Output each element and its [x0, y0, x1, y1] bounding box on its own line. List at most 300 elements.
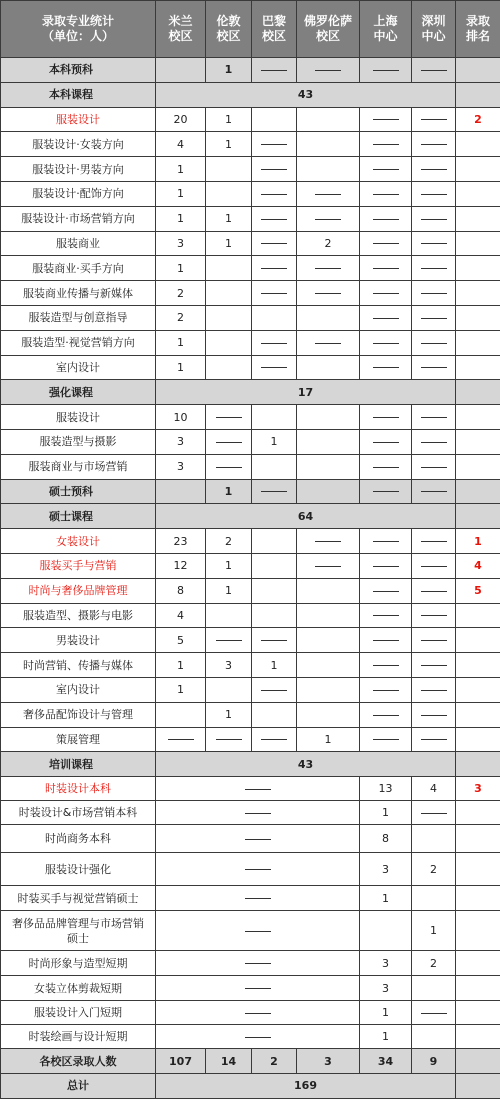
grand-total-row [1, 1073, 500, 1098]
dash-mark [421, 343, 447, 344]
row-label: 本科预科 [1, 58, 156, 83]
dash-mark [245, 931, 271, 932]
florence-cell [297, 181, 360, 206]
dash-mark [245, 869, 271, 870]
merged-campus-cell [156, 1025, 360, 1049]
rank-cell [456, 853, 500, 886]
london-cell: 1 [206, 578, 252, 603]
milan-cell: 5 [156, 628, 206, 653]
program-name: 奢侈品配饰设计与管理 [1, 702, 156, 727]
shenzhen-cell [412, 702, 456, 727]
dash-mark [216, 739, 242, 740]
section-row [1, 82, 500, 107]
program-name: 服装商业·买手方向 [1, 256, 156, 281]
milan-cell: 3 [156, 454, 206, 479]
table-row [1, 677, 500, 702]
dash-mark [421, 541, 447, 542]
program-name: 时装绘画与设计短期 [1, 1025, 156, 1049]
shenzhen-cell [412, 553, 456, 578]
table-row [1, 951, 500, 976]
paris-cell [252, 181, 297, 206]
rank-cell [456, 653, 500, 678]
dash-mark [315, 541, 341, 542]
dash-mark [261, 70, 287, 71]
program-name: 时尚营销、传播与媒体 [1, 653, 156, 678]
dash-mark [373, 615, 399, 616]
london-cell: 1 [206, 132, 252, 157]
rank-cell [456, 801, 500, 825]
milan-cell: 3 [156, 429, 206, 454]
dash-mark [261, 169, 287, 170]
shenzhen-cell [412, 976, 456, 1001]
milan-cell: 1 [156, 355, 206, 380]
milan-cell: 1 [156, 677, 206, 702]
shenzhen-cell [412, 132, 456, 157]
shenzhen-cell [412, 628, 456, 653]
dash-mark [261, 640, 287, 641]
grand-total-label: 总计 [1, 1073, 156, 1098]
shenzhen-cell [412, 801, 456, 825]
dash-mark [373, 119, 399, 120]
london-cell: 1 [206, 553, 252, 578]
shanghai-cell: 1 [360, 1025, 412, 1049]
section-row [1, 58, 500, 83]
milan-cell: 1 [156, 653, 206, 678]
section-row [1, 479, 500, 504]
milan-cell: 1 [156, 330, 206, 355]
shanghai-cell [360, 58, 412, 83]
rank-cell: 3 [456, 777, 500, 801]
rank-cell [456, 976, 500, 1001]
table-row [1, 603, 500, 628]
florence-cell [297, 603, 360, 628]
merged-campus-cell [156, 886, 360, 911]
shanghai-cell [360, 603, 412, 628]
program-name: 服装商业 [1, 231, 156, 256]
paris-cell [252, 529, 297, 554]
program-name: 服装设计·男装方向 [1, 157, 156, 182]
florence-cell: 3 [297, 1049, 360, 1074]
dash-mark [216, 640, 242, 641]
shenzhen-cell: 1 [412, 911, 456, 951]
table-row [1, 1001, 500, 1025]
shanghai-cell: 1 [360, 886, 412, 911]
shenzhen-cell [412, 157, 456, 182]
dash-mark [373, 591, 399, 592]
shenzhen-cell [412, 578, 456, 603]
florence-cell [297, 206, 360, 231]
dash-mark [261, 690, 287, 691]
shanghai-cell [360, 256, 412, 281]
shenzhen-cell: 2 [412, 853, 456, 886]
shenzhen-cell [412, 305, 456, 330]
florence-cell [297, 58, 360, 83]
paris-cell [252, 628, 297, 653]
milan-cell: 12 [156, 553, 206, 578]
rank-cell [456, 1025, 500, 1049]
dash-mark [373, 640, 399, 641]
header-row [1, 1, 500, 58]
milan-cell: 2 [156, 305, 206, 330]
paris-cell [252, 677, 297, 702]
dash-mark [373, 665, 399, 666]
dash-mark [421, 268, 447, 269]
dash-mark [245, 813, 271, 814]
table-row [1, 330, 500, 355]
program-name: 服装造型·视觉营销方向 [1, 330, 156, 355]
merged-campus-cell [156, 976, 360, 1001]
table-row [1, 132, 500, 157]
table-row [1, 355, 500, 380]
dash-mark [261, 293, 287, 294]
table-row [1, 181, 500, 206]
dash-mark [373, 739, 399, 740]
dash-mark [373, 467, 399, 468]
dash-mark [168, 739, 194, 740]
shenzhen-cell [412, 886, 456, 911]
shanghai-cell [360, 479, 412, 504]
dash-mark [216, 417, 242, 418]
paris-cell [252, 553, 297, 578]
dash-mark [261, 144, 287, 145]
dash-mark [245, 898, 271, 899]
dash-mark [373, 243, 399, 244]
rank-cell [456, 429, 500, 454]
florence-cell [297, 677, 360, 702]
shenzhen-cell: 9 [412, 1049, 456, 1074]
florence-cell [297, 107, 360, 132]
london-cell: 1 [206, 107, 252, 132]
florence-cell [297, 256, 360, 281]
shanghai-cell [360, 429, 412, 454]
shanghai-cell: 3 [360, 853, 412, 886]
dash-mark [261, 739, 287, 740]
dash-mark [245, 1037, 271, 1038]
shanghai-cell [360, 305, 412, 330]
florence-cell [297, 529, 360, 554]
dash-mark [421, 591, 447, 592]
program-name: 服装造型与创意指导 [1, 305, 156, 330]
header-milan: 米兰 校区 [156, 1, 206, 58]
table-row [1, 702, 500, 727]
program-name: 服装设计强化 [1, 853, 156, 886]
shanghai-cell [360, 206, 412, 231]
program-name: 时装设计本科 [1, 777, 156, 801]
campus-total-row [1, 1049, 500, 1074]
rank-cell [456, 702, 500, 727]
table-row [1, 628, 500, 653]
dash-mark [373, 491, 399, 492]
dash-mark [315, 343, 341, 344]
program-name: 服装造型与摄影 [1, 429, 156, 454]
program-name: 服装设计入门短期 [1, 1001, 156, 1025]
dash-mark [373, 293, 399, 294]
program-name: 服装商业传播与新媒体 [1, 281, 156, 306]
shenzhen-cell [412, 653, 456, 678]
dash-mark [421, 219, 447, 220]
rank-cell [456, 355, 500, 380]
shenzhen-cell [412, 58, 456, 83]
shanghai-cell [360, 157, 412, 182]
program-name: 服装设计·市场营销方向 [1, 206, 156, 231]
header-paris: 巴黎 校区 [252, 1, 297, 58]
shenzhen-cell [412, 206, 456, 231]
table-body [1, 1, 500, 1099]
london-cell [206, 305, 252, 330]
rank-cell: 4 [456, 553, 500, 578]
dash-mark [373, 343, 399, 344]
london-cell [206, 603, 252, 628]
shenzhen-cell [412, 479, 456, 504]
shanghai-cell: 8 [360, 825, 412, 853]
header-shenzhen: 深圳 中心 [412, 1, 456, 58]
table-row [1, 405, 500, 430]
dash-mark [315, 219, 341, 220]
table-row [1, 256, 500, 281]
paris-cell [252, 479, 297, 504]
dash-mark [245, 839, 271, 840]
program-name: 女装立体剪裁短期 [1, 976, 156, 1001]
shenzhen-cell [412, 677, 456, 702]
florence-cell [297, 628, 360, 653]
rank-cell [456, 380, 500, 405]
dash-mark [261, 243, 287, 244]
dash-mark [373, 318, 399, 319]
shenzhen-cell [412, 603, 456, 628]
dash-mark [315, 268, 341, 269]
dash-mark [245, 789, 271, 790]
milan-cell: 20 [156, 107, 206, 132]
milan-cell: 107 [156, 1049, 206, 1074]
paris-cell [252, 454, 297, 479]
london-cell [206, 157, 252, 182]
rank-cell [456, 951, 500, 976]
dash-mark [421, 739, 447, 740]
dash-mark [315, 293, 341, 294]
table-row [1, 1025, 500, 1049]
rank-cell: 2 [456, 107, 500, 132]
florence-cell [297, 454, 360, 479]
paris-cell [252, 58, 297, 83]
florence-cell [297, 281, 360, 306]
milan-cell: 1 [156, 206, 206, 231]
rank-cell [456, 727, 500, 752]
dash-mark [421, 640, 447, 641]
paris-cell [252, 305, 297, 330]
program-name: 时装买手与视觉营销硕士 [1, 886, 156, 911]
paris-cell [252, 603, 297, 628]
shanghai-cell: 3 [360, 976, 412, 1001]
dash-mark [315, 194, 341, 195]
program-name: 男装设计 [1, 628, 156, 653]
rank-cell [456, 405, 500, 430]
table-row [1, 801, 500, 825]
grand-total-value: 169 [156, 1073, 456, 1098]
table-row [1, 305, 500, 330]
florence-cell [297, 157, 360, 182]
paris-cell [252, 107, 297, 132]
section-name: 强化课程 [1, 380, 156, 405]
dash-mark [421, 615, 447, 616]
milan-cell [156, 479, 206, 504]
shanghai-cell: 34 [360, 1049, 412, 1074]
london-cell: 1 [206, 479, 252, 504]
shanghai-cell [360, 677, 412, 702]
milan-cell [156, 702, 206, 727]
table-row [1, 281, 500, 306]
shenzhen-cell [412, 454, 456, 479]
section-row [1, 504, 500, 529]
rank-cell [456, 504, 500, 529]
london-cell [206, 181, 252, 206]
shanghai-cell [360, 454, 412, 479]
table-row [1, 853, 500, 886]
table-row [1, 727, 500, 752]
table-row [1, 886, 500, 911]
london-cell [206, 677, 252, 702]
table-row [1, 429, 500, 454]
london-cell [206, 256, 252, 281]
rank-cell [456, 281, 500, 306]
program-name: 服装设计 [1, 107, 156, 132]
program-name: 服装设计 [1, 405, 156, 430]
florence-cell [297, 305, 360, 330]
florence-cell [297, 553, 360, 578]
header-label: 录取专业统计 （单位：人） [1, 1, 156, 58]
shenzhen-cell [412, 825, 456, 853]
dash-mark [421, 442, 447, 443]
dash-mark [421, 813, 447, 814]
dash-mark [421, 665, 447, 666]
shanghai-cell [360, 727, 412, 752]
london-cell: 3 [206, 653, 252, 678]
rank-cell [456, 1073, 500, 1098]
rank-cell: 5 [456, 578, 500, 603]
table-row [1, 107, 500, 132]
header-shanghai: 上海 中心 [360, 1, 412, 58]
rank-cell [456, 677, 500, 702]
dash-mark [216, 442, 242, 443]
section-name: 硕士课程 [1, 504, 156, 529]
rank-cell [456, 157, 500, 182]
paris-cell [252, 256, 297, 281]
dash-mark [421, 417, 447, 418]
shanghai-cell [360, 330, 412, 355]
dash-mark [421, 467, 447, 468]
rank-cell [456, 911, 500, 951]
paris-cell [252, 330, 297, 355]
shenzhen-cell [412, 181, 456, 206]
section-name: 培训课程 [1, 752, 156, 777]
milan-cell: 2 [156, 281, 206, 306]
dash-mark [421, 566, 447, 567]
table-row [1, 231, 500, 256]
shenzhen-cell [412, 281, 456, 306]
london-cell [206, 429, 252, 454]
dash-mark [261, 268, 287, 269]
dash-mark [315, 70, 341, 71]
london-cell: 1 [206, 206, 252, 231]
milan-cell: 23 [156, 529, 206, 554]
shanghai-cell [360, 132, 412, 157]
section-name: 本科课程 [1, 82, 156, 107]
shanghai-cell: 1 [360, 1001, 412, 1025]
dash-mark [373, 268, 399, 269]
london-cell [206, 281, 252, 306]
dash-mark [421, 318, 447, 319]
dash-mark [373, 194, 399, 195]
paris-cell [252, 281, 297, 306]
rank-cell [456, 752, 500, 777]
rank-cell [456, 603, 500, 628]
milan-cell: 8 [156, 578, 206, 603]
shenzhen-cell [412, 1025, 456, 1049]
shenzhen-cell [412, 107, 456, 132]
florence-cell [297, 330, 360, 355]
rank-cell [456, 454, 500, 479]
dash-mark [261, 219, 287, 220]
merged-campus-cell [156, 801, 360, 825]
london-cell [206, 330, 252, 355]
paris-cell [252, 405, 297, 430]
row-label: 各校区录取人数 [1, 1049, 156, 1074]
program-name: 策展管理 [1, 727, 156, 752]
header-florence: 佛罗伦萨 校区 [297, 1, 360, 58]
program-name: 服装设计·配饰方向 [1, 181, 156, 206]
paris-cell [252, 231, 297, 256]
shanghai-cell [360, 578, 412, 603]
dash-mark [245, 963, 271, 964]
shenzhen-cell [412, 1001, 456, 1025]
dash-mark [421, 715, 447, 716]
shanghai-cell: 1 [360, 801, 412, 825]
milan-cell [156, 727, 206, 752]
shenzhen-cell [412, 355, 456, 380]
rank-cell [456, 256, 500, 281]
dash-mark [421, 491, 447, 492]
rank-cell [456, 181, 500, 206]
florence-cell [297, 355, 360, 380]
paris-cell: 1 [252, 429, 297, 454]
rank-cell [456, 479, 500, 504]
dash-mark [245, 1013, 271, 1014]
paris-cell [252, 727, 297, 752]
program-name: 服装商业与市场营销 [1, 454, 156, 479]
shanghai-cell [360, 355, 412, 380]
table-row [1, 157, 500, 182]
milan-cell: 1 [156, 256, 206, 281]
dash-mark [373, 70, 399, 71]
dash-mark [373, 417, 399, 418]
london-cell [206, 628, 252, 653]
table-row [1, 777, 500, 801]
milan-cell: 4 [156, 603, 206, 628]
program-name: 时尚形象与造型短期 [1, 951, 156, 976]
london-cell: 1 [206, 58, 252, 83]
shanghai-cell [360, 529, 412, 554]
london-cell: 2 [206, 529, 252, 554]
paris-cell [252, 578, 297, 603]
paris-cell [252, 206, 297, 231]
london-cell [206, 454, 252, 479]
shanghai-cell [360, 405, 412, 430]
dash-mark [421, 243, 447, 244]
rank-cell [456, 132, 500, 157]
milan-cell [156, 58, 206, 83]
section-total: 64 [156, 504, 456, 529]
shanghai-cell [360, 911, 412, 951]
merged-campus-cell [156, 853, 360, 886]
